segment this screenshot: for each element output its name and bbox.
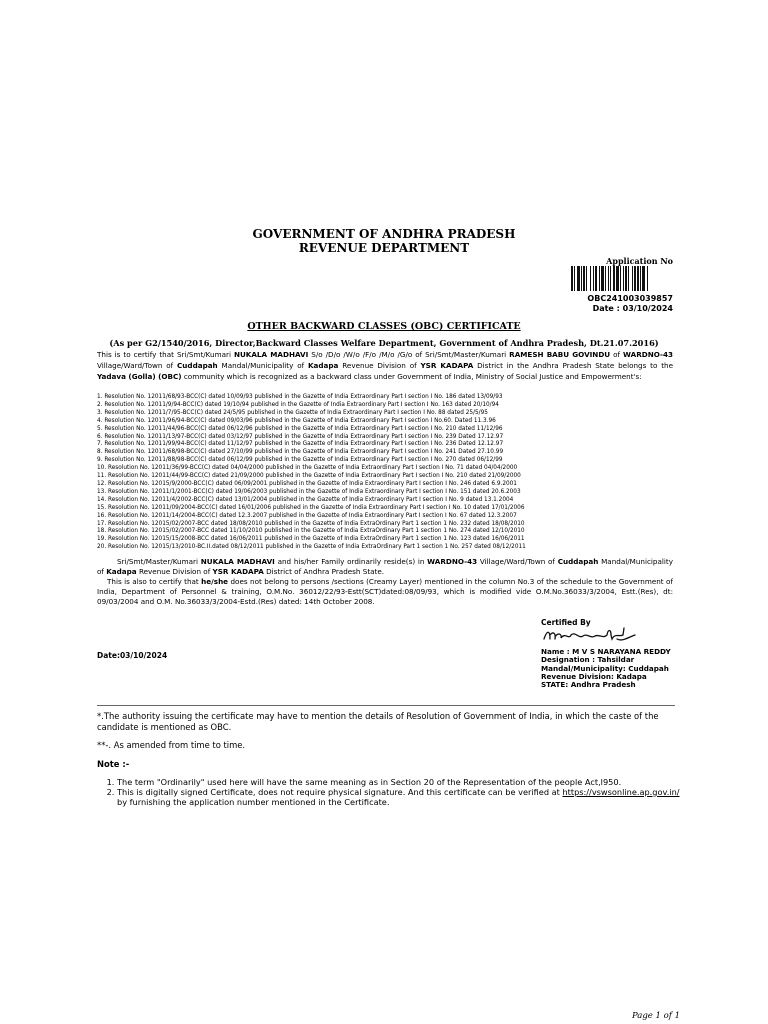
note-item: 2. This is digitally signed Certificate, does not require physical signature. And this certificate can be verified at https://vswsonline.ap.gov.in/ by furnishing the application number mentioned in the Certificate.	[117, 787, 692, 807]
resolution-item: 17. Resolution No. 12015/02/2007-BCC dated 18/08/2010 published in the Gazette of India ExtraOrdinary Part 1 section 1 No. 232 dated 18/08/2010	[97, 520, 525, 527]
issue-date: Date : 03/10/2024	[592, 304, 673, 313]
resolution-item: 4. Resolution No. 12011/96/94-BCC(C) dated 09/03/96 published in the Gazette of India Extraordinary Part I section I No.60. Dated 11.3.96	[97, 417, 496, 424]
footnote-double-star: **-. As amended from time to time.	[97, 740, 246, 750]
resolution-item: 7. Resolution No. 12011/99/94-BCC(C) dated 11/12/97 published in the Gazette of India Extraordinary Part I section I No. 236 Dated 12.12.97	[97, 441, 504, 448]
notes-list	[100, 777, 692, 807]
resolution-item: 10. Resolution No. 12011/36/99-BCC(C) dated 04/04/2000 published in the Gazette of India Extraordinary Part I section I No. 71 dated 04/04/2000	[97, 465, 518, 472]
signer-details	[541, 648, 681, 689]
resolution-item: 20. Resolution No. 12015/13/2010-BC.II.dated 08/12/2011 published in the Gazette of India ExtraOrdinary Part 1 section 1 No. 257 dated 08/12/2011	[97, 544, 526, 551]
resolution-item: 16. Resolution No. 12011/14/2004-BCC(C) dated 12.3.2007 published in the Gazette of India Extraordinary Part I section I No. 67 dated 12.3.2007	[97, 512, 517, 519]
application-number: OBC241003039857	[587, 294, 673, 303]
creamy-layer-paragraph: This is also to certify that he/she does not belong to persons /sections (Creamy Layer) mentioned in the column No.3 of the schedule to the Government of India, Department of Personnel & training, O.M.No. 36012/22/93-Estt(SCT)dated:08/09/93, which is modified vide O.M.No.36033/3/2004, Estt.(Res), dt: 09/03/2004 and O.M. No.36033/3/2004-Estd.(Res) dated: 14th October 2008.	[97, 577, 673, 606]
community-name: Yadava (Golla) (OBC)	[97, 372, 182, 381]
signer-division: Revenue Division: Kadapa	[541, 671, 647, 681]
department-heading-1: GOVERNMENT OF ANDHRA PRADESH	[252, 227, 516, 241]
resolution-item: 3. Resolution No. 12011/7/95-BCC(C) dated 24/5/95 published in the Gazette of India Extraordinary Part I section I No. 88 dated 25/5/95	[97, 409, 488, 416]
ward-number: WARDNO-43	[623, 350, 673, 359]
resolution-item: 11. Resolution No. 12011/44/99-BCC(C) dated 21/09/2000 published in the Gazette of India Extraordinary Part I section I No. 210 dated 21/09/2000	[97, 473, 521, 480]
signer-mandal: Mandal/Municipality: Cuddapah	[541, 663, 669, 673]
barcode-image	[571, 266, 674, 291]
mandal-name: Kadapa	[307, 361, 339, 370]
certificate-title: OTHER BACKWARD CLASSES (OBC) CERTIFICATE	[247, 321, 521, 332]
resolution-item: 12. Resolution No. 12015/9/2000-BCC(C) dated 06/09/2001 published in the Gazette of India Extraordinary Part I section I No. 246 dated 6.9.2001	[97, 480, 517, 487]
applicant-name: NUKALA MADHAVI	[233, 350, 309, 359]
resolution-item: 5. Resolution No. 12011/44/96-BCC(C) dated 06/12/96 published in the Gazette of India Extraordinary Part I section I No. 210 dated 11/12/96	[97, 425, 503, 432]
certified-by-label: Certified By	[541, 618, 591, 627]
note-item: 1. The term "Ordinarily" used here will have the same meaning as in Section 20 of the Representation of the people Act,l950.	[117, 777, 692, 787]
application-no-label: Application No	[606, 256, 673, 266]
department-heading-2: REVENUE DEPARTMENT	[298, 241, 470, 255]
resolution-item: 19. Resolution No. 12015/15/2008-BCC dated 16/06/2011 published in the Gazette of India ExtraOrdinary Part 1 section 1 No. 123 dated 16/06/2011	[97, 536, 525, 543]
resolution-item: 2. Resolution No. 12011/9/94-BCC(C) dated 19/10/94 published in the Gazette of India Extraordinary Part I section I No. 163 dated 20/10/94	[97, 401, 499, 408]
town-name: Cuddapah	[177, 361, 218, 370]
division-name: YSR KADAPA	[420, 361, 474, 370]
resolution-list	[97, 394, 677, 552]
resolution-item: 1. Resolution No. 12011/68/93-BCC(C) dated 10/09/93 published in the Gazette of India Extraordinary Part I section I No. 186 dated 13/09/93	[97, 394, 503, 400]
resolution-item: 9. Resolution No. 12011/88/98-BCC(C) dated 06/12/99 published in the Gazette of India Extraordinary Part I section I No. 270 dated 06/12/99	[97, 457, 503, 464]
signer-designation: Designation : Tahsildar	[541, 655, 635, 665]
certification-paragraph: This is to certify that Sri/Smt/Kumari NUKALA MADHAVI S/o /D/o /W/o /F/o /M/o /G/o of Sri/Smt/Master/Kumari RAMESH BABU GOVINDU of WARDNO-43 Village/Ward/Town of Cuddapah Mandal/Municipality of Kadapa Revenue Division of YSR KADAPA District in the Andhra Pradesh State belongs to the Yadava (Golla) (OBC) community which is recognized as a backward class under Government of India, Ministry of Social Justice and Empowerment's:	[97, 350, 673, 381]
resolution-item: 14. Resolution No. 12011/4/2002-BCC(C) dated 13/01/2004 published in the Gazette of India Extraordinary Part I section I No. 9 dated 13.1.2004	[97, 496, 514, 503]
footer-divider	[97, 705, 675, 706]
certificate-subtitle: (As per G2/1540/2016, Director,Backward Classes Welfare Department, Government of Andhra Pradesh, Dt.21.07.2016)	[109, 338, 659, 348]
verification-link[interactable]: https://vswsonline.ap.gov.in/	[562, 787, 680, 797]
resolution-item: 13. Resolution No. 12011/1/2001-BCC(C) dated 19/06/2003 published in the Gazette of India Extraordinary Part I section I No. 151 dated 20.6.2003	[97, 488, 521, 495]
resolution-item: 6. Resolution No. 12011/13/97-BCC(C) dated 03/12/97 published in the Gazette of India Extraordinary Part I section I No. 239 Dated 17.12.97	[97, 433, 504, 440]
page-number: Page 1 of 1	[631, 1011, 680, 1021]
resolution-item: 8. Resolution No. 12011/68/98-BCC(C) dated 27/10/99 published in the Gazette of India Extraordinary Part I section I No. 241 Dated 27.10.99	[97, 449, 504, 456]
resolution-item: 15. Resolution No. 12011/09/2004-BCC(C) dated 16/01/2006 published in the Gazette of India Extraordinary Part I section I No. 10 dated 17/01/2006	[97, 504, 525, 511]
residence-paragraph: Sri/Smt/Master/Kumari NUKALA MADHAVI and his/her Family ordinarily reside(s) in WARDNO-43 Village/Ward/Town of Cuddapah Mandal/Municipality of Kadapa Revenue Division of YSR KADAPA District of Andhra Pradesh State.	[97, 557, 673, 576]
signer-name: Name : M V S NARAYANA REDDY	[541, 647, 671, 656]
signature-image	[541, 626, 651, 646]
signer-state: STATE: Andhra Pradesh	[541, 680, 636, 690]
resolution-item: 18. Resolution No. 12015/02/2007-BCC dated 11/10/2010 published in the Gazette of India ExtraOrdinary Part 1 section 1 No. 274 dated 12/10/2010	[97, 528, 525, 535]
footnote-star: *.The authority issuing the certificate may have to mention the details of Resolution of Government of India, in which the caste of the candidate is mentioned as OBC.	[97, 711, 659, 732]
parent-name: RAMESH BABU GOVINDU	[509, 350, 611, 359]
signoff-date: Date:03/10/2024	[97, 651, 168, 660]
note-label: Note :-	[97, 759, 130, 769]
